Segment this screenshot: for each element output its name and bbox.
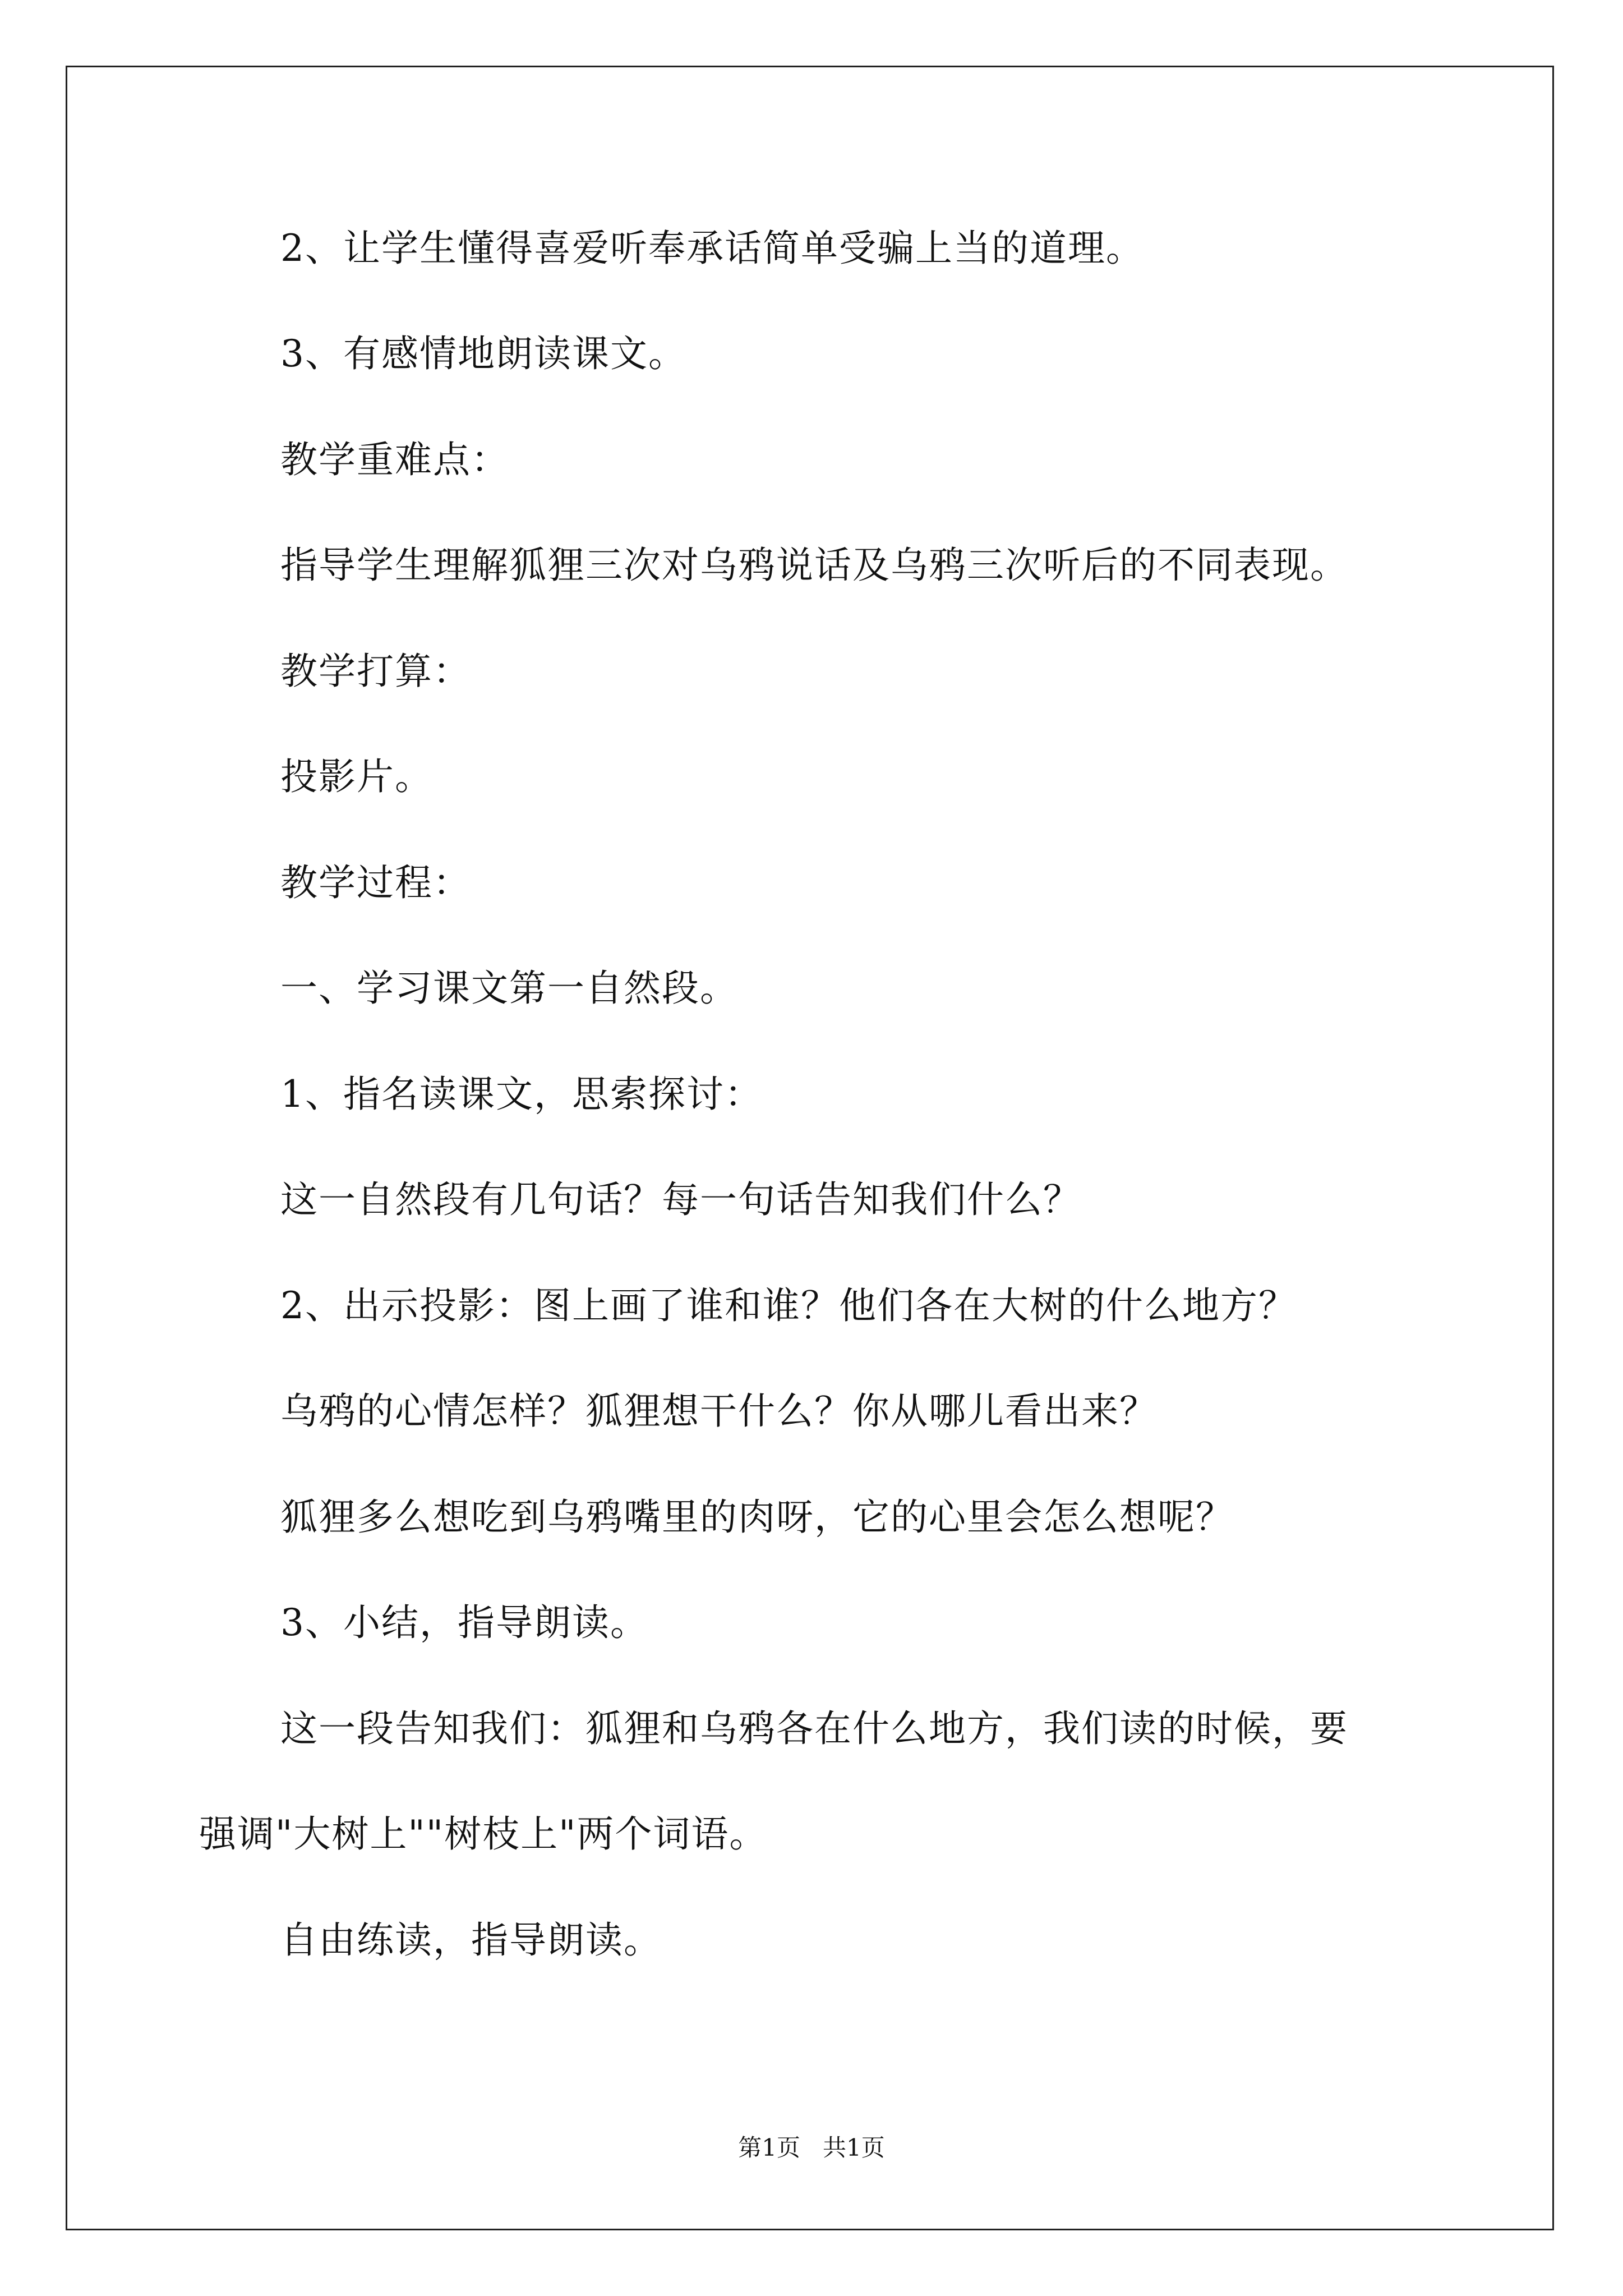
- text-paragraph: 3、小结，指导朗读。: [280, 1601, 648, 1644]
- text-paragraph: 这一段告知我们：狐狸和乌鸦各在什么地方，我们读的时候，要: [280, 1707, 1348, 1750]
- text-paragraph: 投影片。: [280, 755, 433, 798]
- text-paragraph: 狐狸多么想吃到乌鸦嘴里的肉呀，它的心里会怎么想呢？: [280, 1496, 1234, 1539]
- text-paragraph: 2、出示投影：图上画了谁和谁？他们各在大树的什么地方？: [280, 1284, 1297, 1327]
- section-heading: 教学重难点：: [280, 438, 509, 481]
- page-border: [66, 66, 1554, 2230]
- text-paragraph: 2、让学生懂得喜爱听奉承话简单受骗上当的道理。: [280, 227, 1144, 270]
- text-paragraph: 自由练读，指导朗读。: [280, 1918, 662, 1962]
- section-heading: 教学过程：: [280, 861, 471, 904]
- text-paragraph: 3、有感情地朗读课文。: [280, 332, 686, 375]
- text-paragraph-continuation: 强调"大树上""树枝上"两个词语。: [199, 1812, 768, 1856]
- text-paragraph: 1、指名读课文，思索探讨：: [280, 1073, 763, 1116]
- text-paragraph: 一、学习课文第一自然段。: [280, 967, 738, 1010]
- text-paragraph: 这一自然段有几句话？每一句话告知我们什么？: [280, 1178, 1081, 1221]
- text-paragraph: 指导学生理解狐狸三次对乌鸦说话及乌鸦三次听后的不同表现。: [280, 544, 1348, 587]
- page-number-footer: 第1页 共1页: [738, 2134, 885, 2161]
- text-paragraph: 乌鸦的心情怎样？狐狸想干什么？你从哪儿看出来？: [280, 1389, 1158, 1433]
- section-heading: 教学打算：: [280, 650, 471, 693]
